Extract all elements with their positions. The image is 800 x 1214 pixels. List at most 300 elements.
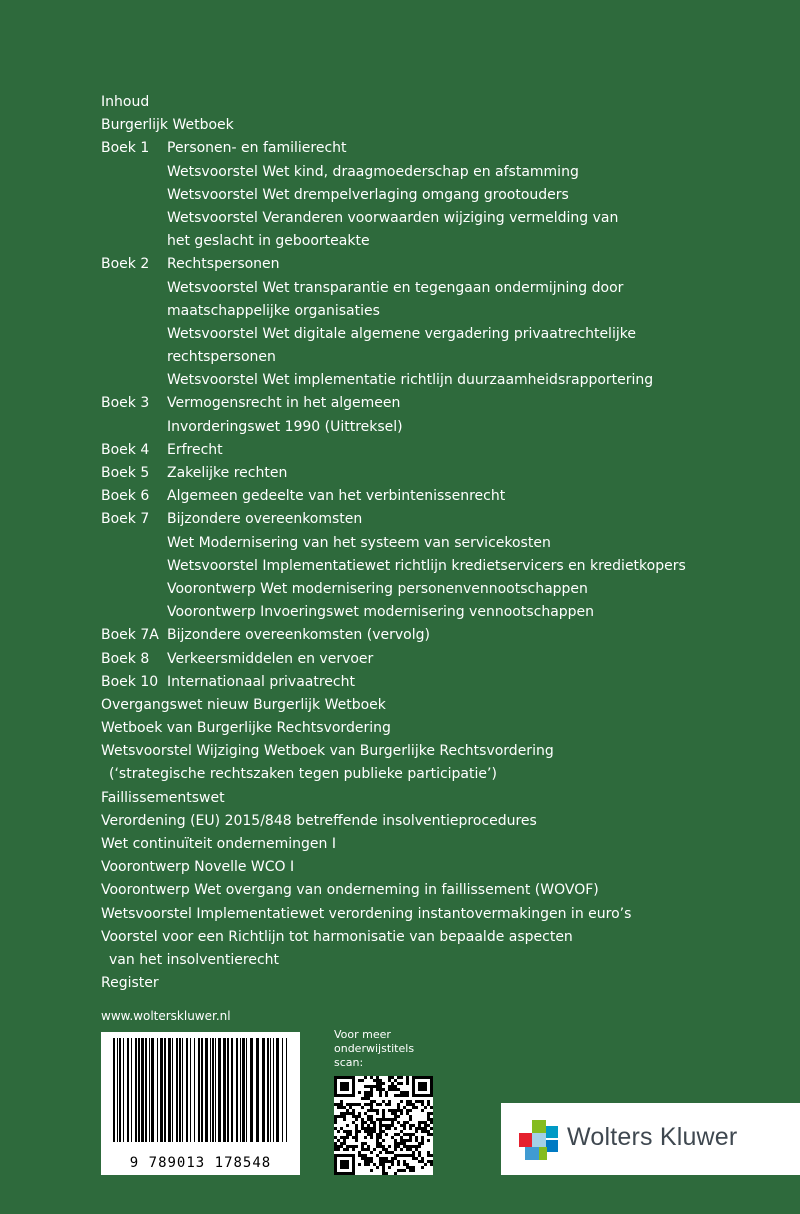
qr-module xyxy=(379,1091,382,1094)
qr-module xyxy=(397,1115,400,1118)
qr-module xyxy=(430,1121,433,1124)
qr-module xyxy=(412,1166,415,1169)
qr-module xyxy=(409,1136,412,1139)
barcode-bar xyxy=(256,1038,259,1142)
qr-code-pattern xyxy=(334,1076,433,1175)
qr-module xyxy=(409,1139,412,1142)
qr-module xyxy=(382,1160,385,1163)
qr-module xyxy=(340,1103,343,1106)
qr-module xyxy=(409,1133,412,1136)
qr-module xyxy=(424,1121,427,1124)
qr-module xyxy=(367,1085,370,1088)
barcode-bar xyxy=(119,1038,121,1142)
qr-module xyxy=(340,1142,343,1145)
qr-module xyxy=(379,1082,382,1085)
qr-module xyxy=(379,1157,382,1160)
qr-module xyxy=(364,1112,367,1115)
qr-module xyxy=(391,1076,394,1079)
qr-module xyxy=(415,1130,418,1133)
book-title: Verkeersmiddelen en vervoer xyxy=(167,650,374,667)
qr-module xyxy=(361,1142,364,1145)
qr-module xyxy=(349,1106,352,1109)
book-label: Boek 5 xyxy=(101,465,150,481)
book-title: Personen- en familierecht xyxy=(167,140,347,157)
toc-item: Voorontwerp Wet overgang van onderneming in faillissement (WOVOF) xyxy=(101,882,599,899)
isbn-barcode xyxy=(101,1032,300,1175)
table-of-contents xyxy=(101,91,781,995)
qr-module xyxy=(421,1142,424,1145)
qr-module xyxy=(421,1130,424,1133)
qr-module xyxy=(358,1130,361,1133)
qr-module xyxy=(397,1103,400,1106)
qr-module xyxy=(403,1139,406,1142)
qr-module xyxy=(343,1142,346,1145)
qr-module xyxy=(403,1169,406,1172)
toc-sub-item: Wet Modernisering van het systeem van servicekosten xyxy=(167,534,551,551)
barcode-digits: 9 789013 178548 xyxy=(129,1155,272,1171)
qr-module xyxy=(412,1145,415,1148)
qr-module xyxy=(334,1148,337,1151)
qr-module xyxy=(370,1121,373,1124)
qr-module xyxy=(364,1142,367,1145)
qr-module xyxy=(397,1082,400,1085)
qr-module xyxy=(427,1160,430,1163)
qr-module xyxy=(394,1088,397,1091)
qr-module xyxy=(430,1127,433,1130)
toc-sub-item: Wetsvoorstel Implementatiewet richtlijn kredietservicers en kredietkopers xyxy=(167,557,686,574)
barcode-bar xyxy=(194,1038,195,1142)
qr-module xyxy=(409,1118,412,1121)
qr-module xyxy=(379,1163,382,1166)
qr-module xyxy=(421,1136,424,1139)
qr-module xyxy=(427,1100,430,1103)
qr-module xyxy=(343,1112,346,1115)
qr-module xyxy=(355,1139,358,1142)
qr-module xyxy=(412,1103,415,1106)
qr-module xyxy=(361,1148,364,1151)
qr-module xyxy=(355,1124,358,1127)
book-label: Boek 4 xyxy=(101,441,150,458)
qr-module xyxy=(385,1148,388,1151)
qr-module xyxy=(367,1160,370,1163)
qr-module xyxy=(340,1106,343,1109)
qr-module xyxy=(364,1103,367,1106)
qr-module xyxy=(421,1109,424,1112)
qr-module xyxy=(430,1106,433,1109)
qr-module xyxy=(364,1121,367,1124)
qr-module xyxy=(388,1160,391,1163)
qr-module xyxy=(349,1133,352,1136)
barcode-bars xyxy=(101,1032,300,1152)
qr-module xyxy=(364,1094,367,1097)
qr-module xyxy=(406,1094,409,1097)
qr-module xyxy=(430,1112,433,1115)
barcode-bar xyxy=(250,1038,253,1142)
book-label: Boek 3 xyxy=(101,395,150,412)
qr-module xyxy=(424,1106,427,1109)
qr-module xyxy=(385,1157,388,1160)
qr-module xyxy=(382,1148,385,1151)
qr-module xyxy=(373,1148,376,1151)
barcode-bar xyxy=(135,1038,137,1142)
barcode-bar xyxy=(246,1038,247,1142)
qr-module xyxy=(421,1103,424,1106)
book-title: Erfrecht xyxy=(167,441,223,458)
qr-module xyxy=(394,1139,397,1142)
qr-module xyxy=(370,1109,373,1112)
qr-module xyxy=(370,1100,373,1103)
barcode-bar xyxy=(141,1038,144,1142)
qr-module xyxy=(397,1133,400,1136)
qr-module xyxy=(343,1136,346,1139)
qr-module xyxy=(364,1130,367,1133)
qr-module xyxy=(334,1118,337,1121)
qr-module xyxy=(367,1163,370,1166)
qr-module xyxy=(388,1151,391,1154)
qr-module xyxy=(355,1145,358,1148)
qr-module xyxy=(355,1127,358,1130)
qr-module xyxy=(340,1127,343,1130)
qr-module xyxy=(364,1085,367,1088)
qr-module xyxy=(406,1112,409,1115)
qr-module xyxy=(361,1097,364,1100)
barcode-bar xyxy=(282,1038,283,1142)
qr-module xyxy=(334,1127,337,1130)
qr-module xyxy=(361,1127,364,1130)
qr-module xyxy=(385,1127,388,1130)
barcode-bar xyxy=(138,1038,140,1142)
qr-module xyxy=(412,1157,415,1160)
qr-module xyxy=(352,1103,355,1106)
qr-module xyxy=(334,1142,337,1145)
qr-module xyxy=(415,1127,418,1130)
qr-module xyxy=(385,1094,388,1097)
qr-finder-core xyxy=(340,1082,349,1091)
qr-module xyxy=(337,1130,340,1133)
barcode-bar xyxy=(242,1038,245,1142)
qr-module xyxy=(370,1076,373,1079)
qr-module xyxy=(418,1127,421,1130)
qr-module xyxy=(370,1136,373,1139)
qr-module xyxy=(364,1157,367,1160)
qr-module xyxy=(427,1151,430,1154)
qr-module xyxy=(415,1145,418,1148)
qr-module xyxy=(394,1148,397,1151)
qr-module xyxy=(400,1091,403,1094)
qr-module xyxy=(397,1094,400,1097)
qr-module xyxy=(370,1103,373,1106)
qr-module xyxy=(358,1112,361,1115)
qr-module xyxy=(397,1169,400,1172)
barcode-bar xyxy=(240,1038,241,1142)
toc-heading: Inhoud xyxy=(101,94,150,110)
qr-module xyxy=(388,1088,391,1091)
qr-module xyxy=(418,1160,421,1163)
qr-module xyxy=(400,1139,403,1142)
qr-module xyxy=(406,1166,409,1169)
qr-module xyxy=(370,1157,373,1160)
qr-module xyxy=(370,1088,373,1091)
qr-module xyxy=(376,1166,379,1169)
qr-module xyxy=(382,1169,385,1172)
book-title: Algemeen gedeelte van het verbintenissenrecht xyxy=(167,488,506,505)
qr-module xyxy=(406,1145,409,1148)
qr-module xyxy=(388,1100,391,1103)
book-title: Vermogensrecht in het algemeen xyxy=(167,395,401,412)
barcode-bar xyxy=(113,1038,115,1142)
qr-module xyxy=(394,1172,397,1175)
qr-module xyxy=(364,1091,367,1094)
qr-code[interactable] xyxy=(334,1076,433,1175)
qr-finder-core xyxy=(340,1160,349,1169)
qr-module xyxy=(394,1079,397,1082)
qr-module xyxy=(385,1103,388,1106)
qr-module xyxy=(352,1112,355,1115)
toc-item: (‘strategische rechtszaken tegen publieke participatie’) xyxy=(109,766,497,783)
barcode-bar xyxy=(145,1038,147,1142)
qr-module xyxy=(394,1112,397,1115)
qr-module xyxy=(376,1139,379,1142)
qr-module xyxy=(430,1118,433,1121)
toc-sub-item: Wetsvoorstel Wet drempelverlaging omgang grootouders xyxy=(167,186,569,203)
qr-module xyxy=(397,1121,400,1124)
qr-module xyxy=(385,1133,388,1136)
qr-module xyxy=(412,1133,415,1136)
barcode-bar xyxy=(205,1038,208,1142)
qr-module xyxy=(379,1142,382,1145)
qr-module xyxy=(403,1160,406,1163)
qr-module xyxy=(376,1112,379,1115)
qr-module xyxy=(400,1082,403,1085)
qr-module xyxy=(343,1139,346,1142)
qr-module xyxy=(382,1163,385,1166)
qr-module xyxy=(364,1148,367,1151)
qr-module xyxy=(403,1124,406,1127)
qr-module xyxy=(382,1157,385,1160)
barcode-bar xyxy=(117,1038,118,1142)
qr-module xyxy=(427,1103,430,1106)
toc-item: Voorontwerp Novelle WCO I xyxy=(101,859,295,876)
barcode-bar xyxy=(123,1038,124,1142)
barcode-bar xyxy=(273,1038,274,1142)
qr-module xyxy=(334,1121,337,1124)
qr-module xyxy=(352,1121,355,1124)
qr-module xyxy=(346,1130,349,1133)
qr-module xyxy=(361,1145,364,1148)
qr-module xyxy=(412,1169,415,1172)
toc-sub-item: Wetsvoorstel Veranderen voorwaarden wijziging vermelding van xyxy=(167,209,619,226)
qr-module xyxy=(421,1160,424,1163)
qr-module xyxy=(361,1154,364,1157)
qr-module xyxy=(346,1136,349,1139)
qr-module xyxy=(403,1121,406,1124)
qr-module xyxy=(403,1094,406,1097)
qr-module xyxy=(346,1145,349,1148)
qr-module xyxy=(421,1166,424,1169)
qr-module xyxy=(397,1160,400,1163)
qr-module xyxy=(337,1145,340,1148)
qr-module xyxy=(394,1145,397,1148)
barcode-bar xyxy=(276,1038,279,1142)
qr-module xyxy=(415,1157,418,1160)
qr-module xyxy=(391,1121,394,1124)
qr-module xyxy=(382,1082,385,1085)
qr-module xyxy=(427,1154,430,1157)
qr-module xyxy=(403,1154,406,1157)
qr-module xyxy=(352,1115,355,1118)
toc-item: Voorstel voor een Richtlijn tot harmonisatie van bepaalde aspecten xyxy=(101,928,573,945)
qr-module xyxy=(373,1079,376,1082)
qr-module xyxy=(418,1145,421,1148)
qr-module xyxy=(403,1106,406,1109)
qr-module xyxy=(376,1088,379,1091)
book-label: Boek 8 xyxy=(101,650,150,667)
qr-module xyxy=(364,1163,367,1166)
qr-module xyxy=(388,1124,391,1127)
qr-module xyxy=(376,1076,379,1079)
qr-module xyxy=(400,1124,403,1127)
toc-item: Register xyxy=(101,975,159,992)
qr-module xyxy=(427,1124,430,1127)
qr-module xyxy=(367,1145,370,1148)
qr-module xyxy=(391,1151,394,1154)
qr-module xyxy=(382,1100,385,1103)
qr-module xyxy=(364,1097,367,1100)
qr-module xyxy=(391,1136,394,1139)
qr-module xyxy=(379,1151,382,1154)
qr-module xyxy=(409,1154,412,1157)
qr-module xyxy=(427,1130,430,1133)
qr-module xyxy=(406,1121,409,1124)
qr-module xyxy=(370,1094,373,1097)
toc-book xyxy=(101,648,781,671)
book-title: Internationaal privaatrecht xyxy=(167,673,355,690)
barcode-bar xyxy=(168,1038,171,1142)
toc-book xyxy=(101,624,781,647)
qr-module xyxy=(343,1115,346,1118)
qr-module xyxy=(385,1160,388,1163)
toc-item: Wetboek van Burgerlijke Rechtsvordering xyxy=(101,720,391,737)
qr-module xyxy=(346,1103,349,1106)
qr-module xyxy=(388,1109,391,1112)
qr-module xyxy=(394,1142,397,1145)
qr-module xyxy=(394,1118,397,1121)
qr-module xyxy=(394,1133,397,1136)
qr-module xyxy=(355,1118,358,1121)
qr-module xyxy=(358,1103,361,1106)
toc-item: Wetsvoorstel Implementatiewet verordening instantovermakingen in euro’s xyxy=(101,905,632,922)
barcode-bar xyxy=(236,1038,238,1142)
qr-module xyxy=(349,1145,352,1148)
barcode-bar xyxy=(190,1038,191,1142)
qr-module xyxy=(364,1154,367,1157)
publisher-logo xyxy=(501,1103,800,1175)
book-label: Boek 2 xyxy=(101,256,150,273)
qr-module xyxy=(382,1172,385,1175)
book-label: Boek 1 xyxy=(101,140,150,157)
qr-module xyxy=(388,1118,391,1121)
toc-sub-item: Wetsvoorstel Wet transparantie en tegengaan ondermijning door xyxy=(167,279,624,296)
qr-module xyxy=(376,1103,379,1106)
qr-module xyxy=(376,1118,379,1121)
qr-module xyxy=(376,1085,379,1088)
qr-module xyxy=(430,1163,433,1166)
qr-module xyxy=(352,1145,355,1148)
qr-module xyxy=(340,1100,343,1103)
qr-module xyxy=(415,1136,418,1139)
barcode-bar xyxy=(210,1038,211,1142)
qr-module xyxy=(394,1115,397,1118)
toc-book xyxy=(101,439,781,462)
toc-item: Overgangswet nieuw Burgerlijk Wetboek xyxy=(101,696,386,713)
qr-module xyxy=(409,1115,412,1118)
qr-module xyxy=(400,1100,403,1103)
toc-book xyxy=(101,462,781,485)
qr-module xyxy=(370,1085,373,1088)
qr-module xyxy=(427,1112,430,1115)
qr-module xyxy=(415,1139,418,1142)
toc-item: Wet continuïteit ondernemingen I xyxy=(101,836,336,852)
qr-module xyxy=(367,1115,370,1118)
qr-module xyxy=(400,1154,403,1157)
qr-module xyxy=(370,1160,373,1163)
qr-module xyxy=(361,1106,364,1109)
qr-module xyxy=(358,1151,361,1154)
qr-module xyxy=(394,1157,397,1160)
toc-book xyxy=(101,392,781,415)
qr-module xyxy=(367,1091,370,1094)
qr-module xyxy=(397,1163,400,1166)
qr-module xyxy=(418,1121,421,1124)
toc-item: Verordening (EU) 2015/848 betreffende insolventieprocedures xyxy=(101,812,537,829)
qr-module xyxy=(379,1085,382,1088)
qr-module xyxy=(379,1130,382,1133)
qr-module xyxy=(376,1109,379,1112)
qr-module xyxy=(361,1124,364,1127)
qr-module xyxy=(388,1076,391,1079)
qr-module xyxy=(367,1103,370,1106)
qr-module xyxy=(376,1154,379,1157)
toc-section: Burgerlijk Wetboek xyxy=(101,117,234,134)
qr-module xyxy=(400,1076,403,1079)
qr-module xyxy=(406,1154,409,1157)
qr-module xyxy=(349,1130,352,1133)
qr-module xyxy=(388,1103,391,1106)
qr-module xyxy=(412,1106,415,1109)
qr-module xyxy=(358,1154,361,1157)
qr-module xyxy=(418,1151,421,1154)
book-label: Boek 7 xyxy=(101,511,150,528)
toc-sub-item: Voorontwerp Invoeringswet modernisering vennootschappen xyxy=(167,604,595,621)
qr-module xyxy=(370,1169,373,1172)
book-title: Zakelijke rechten xyxy=(167,465,288,481)
qr-module xyxy=(373,1127,376,1130)
qr-module xyxy=(397,1076,400,1079)
toc-book xyxy=(101,485,781,508)
barcode-bar xyxy=(223,1038,226,1142)
qr-module xyxy=(391,1112,394,1115)
qr-module xyxy=(352,1109,355,1112)
qr-module xyxy=(400,1148,403,1151)
qr-module xyxy=(430,1160,433,1163)
qr-module xyxy=(334,1103,337,1106)
qr-module xyxy=(343,1106,346,1109)
qr-module xyxy=(397,1088,400,1091)
qr-module xyxy=(424,1130,427,1133)
qr-module xyxy=(421,1121,424,1124)
qr-module xyxy=(406,1100,409,1103)
qr-module xyxy=(409,1148,412,1151)
